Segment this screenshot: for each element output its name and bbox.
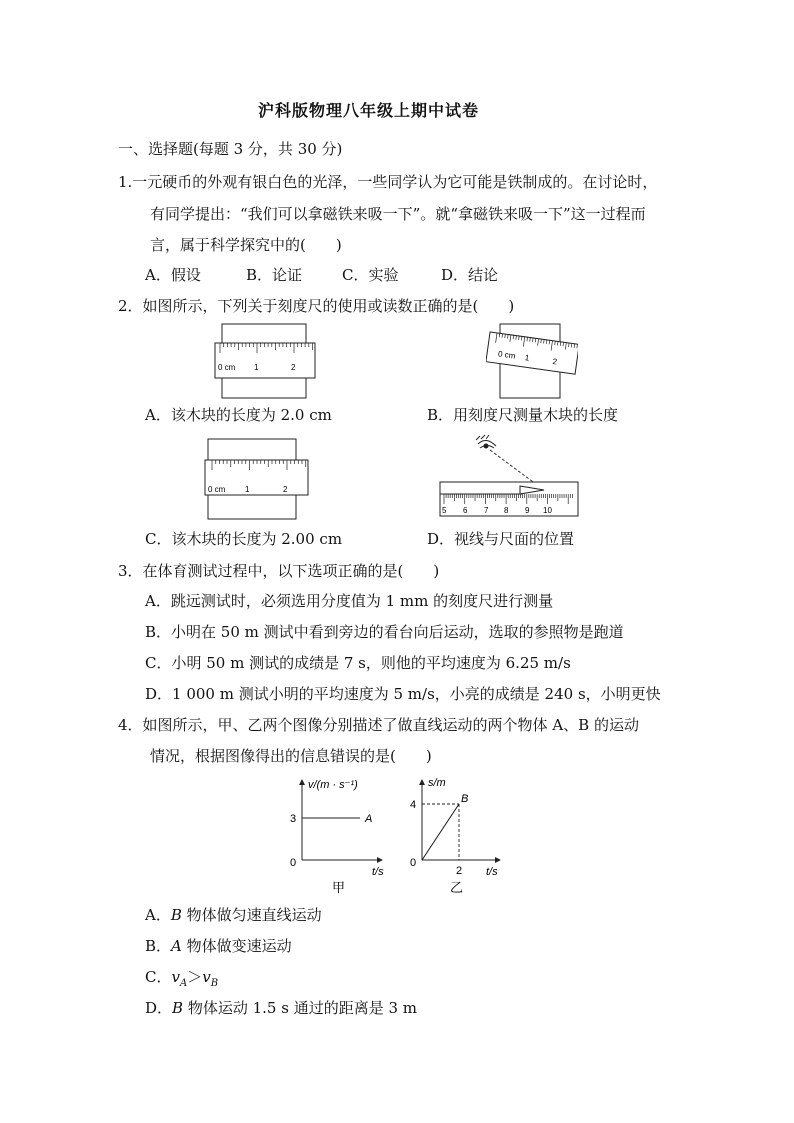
ruler-d-label-10: 10	[543, 506, 552, 515]
q1-line1: 1.一元硬币的外观有银白色的光泽，一些同学认为它可能是铁制成的。在讨论时，	[118, 173, 658, 191]
q2-option-a: A．该木块的长度为 2.0 cm	[145, 406, 332, 424]
ruler-c-label-0: 0 cm	[208, 485, 226, 494]
graph-yi-xtick: 2	[456, 865, 463, 877]
q3-option-a: A．跳远测试时，必须选用分度值为 1 mm 的刻度尺进行测量	[145, 592, 554, 610]
graph-yi-xlabel: t/s	[486, 866, 498, 878]
q2-option-d: D．视线与尺面的位置	[427, 530, 575, 548]
graph-yi-origin: 0	[410, 857, 417, 869]
ruler-figure-a	[212, 323, 318, 399]
ruler-a-label-2: 2	[291, 363, 296, 372]
ruler-d-label-6: 6	[463, 506, 468, 515]
ruler-d-label-7: 7	[484, 506, 489, 515]
graph-yi-line-b	[422, 804, 459, 860]
graph-yi-series: B	[461, 793, 469, 805]
ruler-b-label-0: 0 cm	[497, 349, 516, 361]
section-heading: 一、选择题(每题 3 分，共 30 分)	[118, 140, 343, 158]
q1-line3: 言，属于科学探究中的( )	[150, 236, 342, 254]
graph-jia-ylabel: v/(m · s⁻¹)	[308, 779, 358, 791]
ruler-figure-c	[204, 438, 310, 520]
page-title: 沪科版物理八年级上期中试卷	[258, 101, 480, 120]
ruler-figure-d	[436, 432, 582, 522]
q3-option-c: C．小明 50 m 测试的成绩是 7 s，则他的平均速度为 6.25 m/s	[145, 654, 571, 672]
q2-stem: 2．如图所示，下列关于刻度尺的使用或读数正确的是( )	[118, 297, 515, 315]
ruler-b-label-1: 1	[524, 353, 530, 363]
graph-yi	[402, 772, 510, 900]
q1-option-d: D．结论	[441, 266, 499, 284]
q3-stem: 3．在体育测试过程中，以下选项正确的是( )	[118, 562, 440, 580]
q1-option-b: B．论证	[246, 266, 303, 284]
graph-yi-caption: 乙	[450, 880, 464, 895]
q4-option-a: A．B 物体做匀速直线运动	[145, 906, 322, 924]
q4-option-b: B．A 物体做变速运动	[145, 937, 292, 955]
ruler-d-label-9: 9	[525, 506, 530, 515]
graph-jia-series: A	[365, 813, 373, 825]
q1-line2: 有同学提出：“我们可以拿磁铁来吸一下”。就“拿磁铁来吸一下”这一过程而	[150, 205, 646, 223]
q2-option-b: B．用刻度尺测量木块的长度	[427, 406, 619, 424]
q1-option-a: A．假设	[145, 266, 201, 284]
q3-option-b: B．小明在 50 m 测试中看到旁边的看台向后运动，选取的参照物是跑道	[145, 623, 624, 641]
ruler-c-label-2: 2	[283, 485, 288, 494]
q4-option-c: C．$v_A>v_B$	[145, 968, 219, 989]
ruler-d-label-8: 8	[504, 506, 509, 515]
graph-yi-ylabel: s/m	[428, 777, 446, 789]
graph-jia-caption: 甲	[332, 880, 346, 895]
q1-option-c: C．实验	[342, 266, 399, 284]
ruler-a-label-1: 1	[254, 363, 259, 372]
q4-option-d: D．B 物体运动 1.5 s 通过的距离是 3 m	[145, 999, 417, 1017]
ruler-a-label-0: 0 cm	[218, 363, 236, 372]
ruler-d-label-5: 5	[442, 506, 447, 515]
graph-jia-xlabel: t/s	[372, 866, 384, 878]
q3-option-d: D．1 000 m 测试小明的平均速度为 5 m/s，小亮的成绩是 240 s，小明更快	[145, 685, 661, 703]
q4-line1: 4．如图所示，甲、乙两个图像分别描述了做直线运动的两个物体 A、B 的运动	[118, 716, 639, 734]
ruler-figure-b	[486, 323, 578, 399]
graph-yi-ytick: 4	[410, 799, 417, 811]
q2-option-c: C．该木块的长度为 2.00 cm	[145, 530, 343, 548]
graph-jia	[282, 772, 394, 900]
q4-line2: 情况，根据图像得出的信息错误的是( )	[150, 747, 432, 765]
ruler-b-label-2: 2	[551, 356, 558, 367]
ruler-c-label-1: 1	[245, 485, 250, 494]
graph-jia-ytick: 3	[290, 813, 297, 825]
eye-icon	[476, 435, 496, 448]
graph-jia-origin: 0	[290, 857, 297, 869]
